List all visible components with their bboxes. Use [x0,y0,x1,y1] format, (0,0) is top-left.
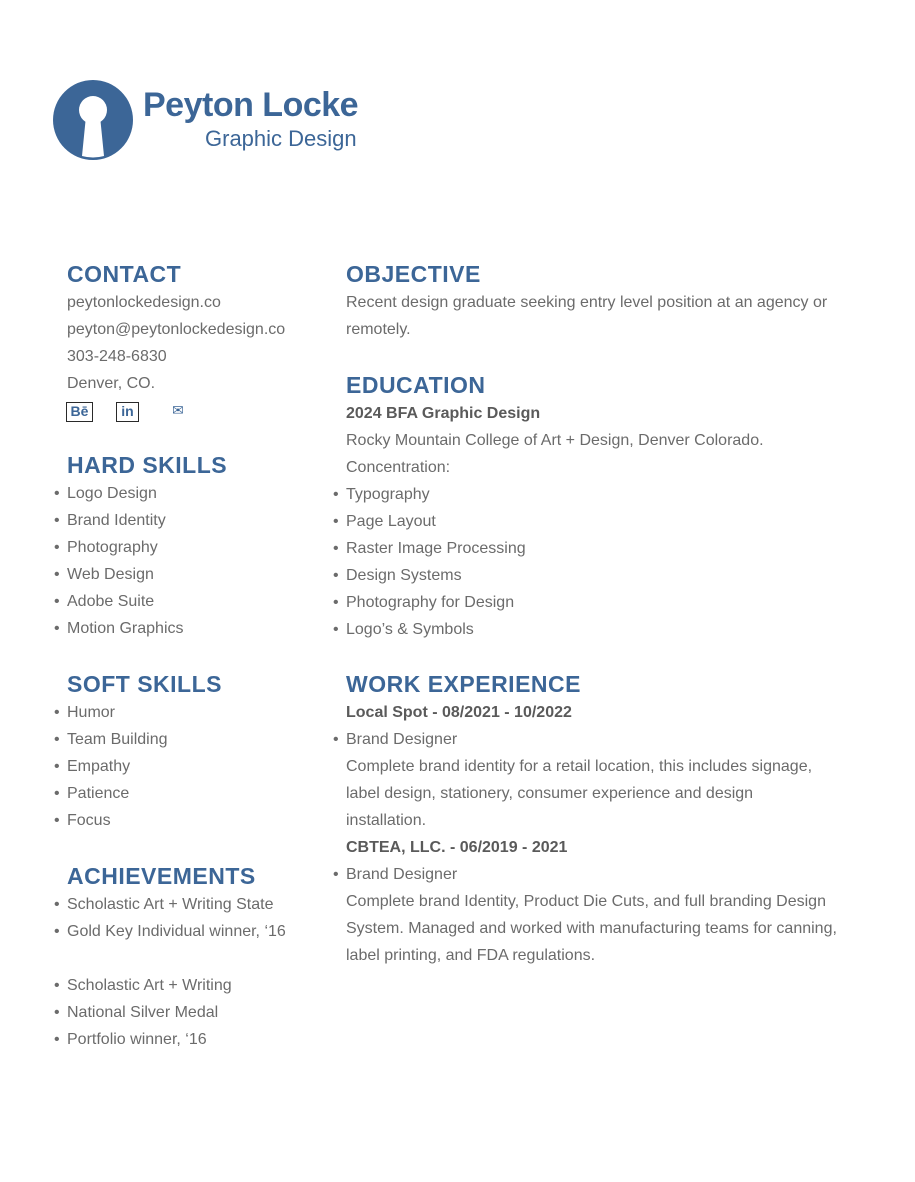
education-section [331,370,851,643]
list-item: • Photography [52,534,327,561]
list-item: • Typography [331,481,851,508]
list-item: • Scholastic Art + Writing State [52,891,327,918]
concentration-list [331,481,851,643]
education-heading: EDUCATION [346,372,486,398]
contact-email[interactable]: peyton@peytonlockedesign.co [67,321,286,338]
job-description: Complete brand Identity, Product Die Cuts, and full branding Design System. Managed and worked with manufacturing teams for canning, label printing, and FDA regulations. [346,893,837,964]
list-item-continuation [52,999,327,1026]
keyhole-logo-icon [53,80,133,160]
job-description: Complete brand identity for a retail location, this includes signage, label design, stationery, consumer experience and design installation. [346,758,813,829]
job-heading: Local Spot - 08/2021 - 10/2022 [346,704,572,721]
list-item: • Logo’s & Symbols [331,616,851,643]
contact-phone: 303-248-6830 [67,348,167,365]
logo [53,80,383,162]
job-roles [331,726,851,753]
work-experience-heading: WORK EXPERIENCE [346,671,581,697]
list-item: • Adobe Suite [52,588,327,615]
soft-skills-list [52,699,327,834]
job-heading: CBTEA, LLC. - 06/2019 - 2021 [346,839,568,856]
list-item: • Page Layout [331,508,851,535]
social-icons [52,399,327,423]
achievements-heading: ACHIEVEMENTS [67,863,256,889]
hard-skills-section [52,450,327,642]
work-experience-section [331,669,851,969]
list-item: • Raster Image Processing [331,535,851,562]
mail-icon[interactable]: ✉ [172,402,184,418]
job-role: • Brand Designer [331,861,851,888]
job-roles [331,861,851,888]
objective-text: Recent design graduate seeking entry level position at an agency or remotely. [346,294,828,338]
objective-section [331,259,851,343]
achievements-section [52,861,327,1053]
contact-website[interactable]: peytonlockedesign.co [67,294,221,311]
soft-skills-section [52,669,327,834]
list-item: • Team Building [52,726,327,753]
list-item: • Photography for Design [331,589,851,616]
contact-heading: CONTACT [67,261,182,287]
list-item: • Gold Key Individual winner, ‘16 [52,918,327,945]
soft-skills-heading: SOFT SKILLS [67,671,222,697]
list-item: • Scholastic Art + Writing [52,972,327,999]
list-item: • Design Systems [331,562,851,589]
logo-subtitle: Graphic Design [205,126,357,151]
list-item: • Patience [52,780,327,807]
list-item: • Brand Identity [52,507,327,534]
contact-section [52,259,327,423]
achievement-text: National Silver Medal [67,1004,219,1021]
job-role: • Brand Designer [331,726,851,753]
list-item: • Focus [52,807,327,834]
achievements-list [52,891,327,1053]
education-concentration-label: Concentration: [346,459,451,476]
hard-skills-heading: HARD SKILLS [67,452,228,478]
hard-skills-list [52,480,327,642]
list-item: • Humor [52,699,327,726]
behance-icon[interactable]: Bē [66,402,93,422]
list-item: • Logo Design [52,480,327,507]
objective-heading: OBJECTIVE [346,261,481,287]
contact-location: Denver, CO. [67,375,156,392]
logo-name: Peyton Locke [143,86,359,124]
list-item: • Web Design [52,561,327,588]
list-item: • Motion Graphics [52,615,327,642]
linkedin-icon[interactable]: in [116,402,139,422]
list-item: • Empathy [52,753,327,780]
education-degree: 2024 BFA Graphic Design [346,405,541,422]
list-item: • Portfolio winner, ‘16 [52,1026,327,1053]
education-school: Rocky Mountain College of Art + Design, Denver Colorado. [346,432,764,449]
